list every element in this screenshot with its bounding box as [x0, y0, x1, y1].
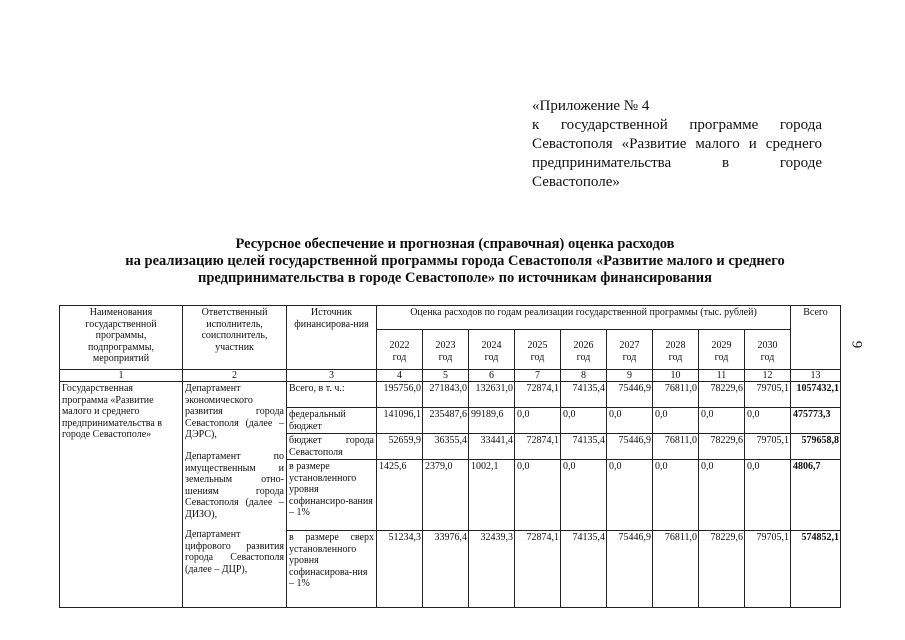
header-source: Источник финансирова-ния	[287, 306, 377, 370]
source-cell: Всего, в т. ч.:	[287, 382, 377, 408]
source-cell: бюджет города Севастополя	[287, 434, 377, 460]
title-line-3: предпринимательства в городе Севастополе» по источникам финансирования	[198, 270, 712, 286]
funding-table	[59, 305, 841, 608]
value-cell: 0,0	[607, 408, 653, 434]
value-cell: 52659,9	[377, 434, 423, 460]
source-cell: в размере установленного уровня софинансиро-вания – 1%	[287, 460, 377, 531]
value-cell: 1425,6	[377, 460, 423, 531]
value-cell: 72874,1	[515, 382, 561, 408]
value-cell: 1002,1	[469, 460, 515, 531]
appendix-line-4: предпринимательства в городе	[532, 155, 822, 171]
title-line-1: Ресурсное обеспечение и прогнозная (справочная) оценка расходов	[235, 236, 675, 252]
year-header: 2024 год	[469, 330, 515, 370]
header-program-name: Наименования государственной программы, подпрограммы, мероприятий	[60, 306, 183, 370]
value-cell: 0,0	[561, 408, 607, 434]
appendix-line-1: «Приложение № 4	[532, 98, 650, 114]
value-cell: 74135,4	[561, 531, 607, 608]
total-cell: 579658,8	[791, 434, 841, 460]
page-number: 9	[848, 340, 865, 349]
value-cell: 75446,9	[607, 434, 653, 460]
value-cell: 51234,3	[377, 531, 423, 608]
value-cell: 0,0	[653, 460, 699, 531]
value-cell: 76811,0	[653, 434, 699, 460]
value-cell: 32439,3	[469, 531, 515, 608]
column-number: 9	[607, 370, 653, 382]
appendix-header	[532, 97, 822, 192]
value-cell: 0,0	[515, 460, 561, 531]
year-header: 2030 год	[745, 330, 791, 370]
column-number-row	[60, 370, 841, 382]
value-cell: 99189,6	[469, 408, 515, 434]
header-total: Всего	[791, 306, 841, 370]
value-cell: 79705,1	[745, 382, 791, 408]
value-cell: 195756,0	[377, 382, 423, 408]
total-cell: 574852,1	[791, 531, 841, 608]
header-estimate: Оценка расходов по годам реализации государственной программы (тыс. рублей)	[377, 306, 791, 330]
value-cell: 79705,1	[745, 434, 791, 460]
value-cell: 76811,0	[653, 531, 699, 608]
value-cell: 78229,6	[699, 434, 745, 460]
year-header: 2025 год	[515, 330, 561, 370]
appendix-line-2: к государственной программе города	[532, 117, 822, 133]
executor-dcr: Департамент цифрового развития города Севастополя (далее – ДЦР),	[185, 529, 284, 575]
appendix-line-3: Севастополя «Развитие малого и среднего	[532, 136, 822, 152]
value-cell: 79705,1	[745, 531, 791, 608]
year-header: 2026 год	[561, 330, 607, 370]
document-title	[60, 236, 850, 287]
column-number: 4	[377, 370, 423, 382]
value-cell: 75446,9	[607, 531, 653, 608]
total-cell: 475773,3	[791, 408, 841, 434]
value-cell: 0,0	[699, 408, 745, 434]
value-cell: 0,0	[699, 460, 745, 531]
value-cell: 0,0	[745, 460, 791, 531]
column-number: 8	[561, 370, 607, 382]
column-number: 13	[791, 370, 841, 382]
value-cell: 75446,9	[607, 382, 653, 408]
header-row	[60, 306, 841, 330]
value-cell: 74135,4	[561, 382, 607, 408]
value-cell: 33976,4	[423, 531, 469, 608]
value-cell: 0,0	[607, 460, 653, 531]
executor-cell	[183, 382, 287, 608]
value-cell: 72874,1	[515, 434, 561, 460]
column-number: 5	[423, 370, 469, 382]
column-number: 3	[287, 370, 377, 382]
column-number: 12	[745, 370, 791, 382]
column-number: 11	[699, 370, 745, 382]
value-cell: 78229,6	[699, 531, 745, 608]
value-cell: 0,0	[515, 408, 561, 434]
source-cell: в размере сверх установленного уровня софинасирова-ния – 1%	[287, 531, 377, 608]
column-number: 1	[60, 370, 183, 382]
value-cell: 78229,6	[699, 382, 745, 408]
value-cell: 141096,1	[377, 408, 423, 434]
year-header: 2027 год	[607, 330, 653, 370]
column-number: 10	[653, 370, 699, 382]
appendix-line-5: Севастополе»	[532, 174, 620, 190]
column-number: 2	[183, 370, 287, 382]
program-name-cell: Государственная программа «Развитие малого и среднего предпринимательства в городе Севастополе»	[60, 382, 183, 608]
value-cell: 72874,1	[515, 531, 561, 608]
column-number: 6	[469, 370, 515, 382]
value-cell: 74135,4	[561, 434, 607, 460]
table-row	[60, 382, 841, 408]
year-header: 2029 год	[699, 330, 745, 370]
value-cell: 0,0	[561, 460, 607, 531]
executor-ders: Департамент экономического развития города Севастополя (далее – ДЭРС),	[185, 383, 284, 440]
year-header: 2023 год	[423, 330, 469, 370]
value-cell: 36355,4	[423, 434, 469, 460]
year-header: 2022 год	[377, 330, 423, 370]
title-line-2: на реализацию целей государственной программы города Севастополя «Развитие малого и среднего	[125, 253, 785, 269]
value-cell: 271843,0	[423, 382, 469, 408]
value-cell: 235487,6	[423, 408, 469, 434]
total-cell: 1057432,1	[791, 382, 841, 408]
value-cell: 2379,0	[423, 460, 469, 531]
source-cell: федеральный бюджет	[287, 408, 377, 434]
value-cell: 0,0	[653, 408, 699, 434]
header-executor: Ответственный исполнитель, соисполнитель, участник	[183, 306, 287, 370]
total-cell: 4806,7	[791, 460, 841, 531]
column-number: 7	[515, 370, 561, 382]
executor-dizo: Департамент по имущественным и земельным отно-шениям города Севастополя (далее – ДИЗО),	[185, 451, 284, 520]
value-cell: 33441,4	[469, 434, 515, 460]
value-cell: 76811,0	[653, 382, 699, 408]
year-header: 2028 год	[653, 330, 699, 370]
value-cell: 132631,0	[469, 382, 515, 408]
value-cell: 0,0	[745, 408, 791, 434]
